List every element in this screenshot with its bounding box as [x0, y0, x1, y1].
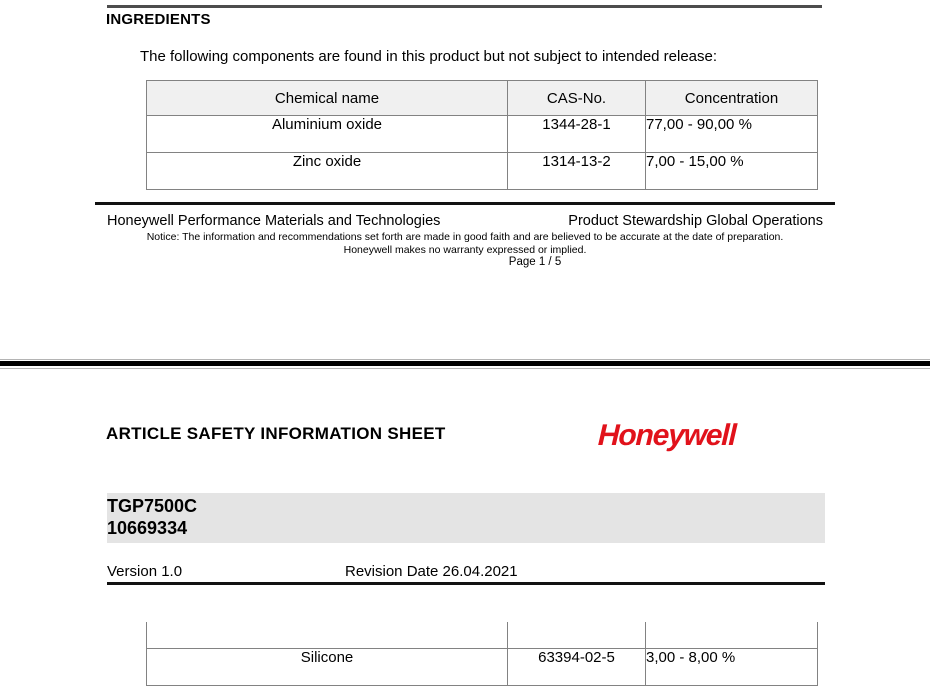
page-break-thin-line-bottom [0, 368, 930, 369]
footer-page-number-container [107, 256, 823, 268]
cell-chemical-name: Zinc oxide [147, 153, 508, 190]
product-code: 10669334 [107, 518, 188, 538]
table-header-row [147, 81, 818, 116]
cell-concentration: 7,00 - 15,00 % [646, 153, 818, 190]
column-header-chemical-name: Chemical name [147, 81, 508, 116]
table-row [147, 116, 818, 153]
cell-cas-no: 63394-02-5 [508, 649, 646, 686]
cell-chemical-name: Silicone [147, 649, 508, 686]
table-row-partial [147, 622, 818, 649]
cell-cas-no: 1344-28-1 [508, 116, 646, 153]
version-bottom-rule [107, 582, 825, 585]
intro-paragraph: The following components are found in this product but not subject to intended release: [140, 48, 718, 65]
table-row [147, 649, 818, 686]
footer-notice-line-1: Notice: The information and recommendations set forth are made in good faith and are believed to be accurate at the date of preparation. [146, 231, 784, 243]
ingredients-table-continued [146, 622, 818, 686]
footer [107, 213, 823, 229]
ingredients-table [146, 80, 818, 190]
cell-cas-no-empty [508, 622, 646, 649]
footer-notice-line-2: Honeywell makes no warranty expressed or implied. [343, 244, 587, 256]
footer-org-right: Product Stewardship Global Operations [568, 213, 823, 229]
page-break-thick-line [0, 361, 930, 366]
column-header-concentration: Concentration [646, 81, 818, 116]
cell-chemical-name-empty [147, 622, 508, 649]
page-break-divider [0, 359, 930, 371]
page-title: INGREDIENTS [106, 11, 211, 28]
page-top-rule [107, 5, 822, 8]
product-title-band [107, 493, 825, 543]
cell-concentration: 3,00 - 8,00 % [646, 649, 818, 686]
document-title: ARTICLE SAFETY INFORMATION SHEET [106, 424, 446, 443]
page-break-thin-line-top [0, 359, 930, 360]
footer-org-left: Honeywell Performance Materials and Technologies [107, 213, 441, 229]
footer-top-rule [95, 202, 835, 205]
cell-chemical-name: Aluminium oxide [147, 116, 508, 153]
cell-concentration-empty [646, 622, 818, 649]
table-row [147, 153, 818, 190]
page-number: Page 1 / 5 [508, 256, 562, 268]
revision-date-label: Revision Date 26.04.2021 [345, 563, 518, 580]
cell-concentration: 77,00 - 90,00 % [646, 116, 818, 153]
column-header-cas-no: CAS-No. [508, 81, 646, 116]
product-name: TGP7500C [107, 496, 198, 516]
footer-notice [107, 231, 823, 257]
honeywell-logo: Honeywell [597, 419, 737, 452]
cell-cas-no: 1314-13-2 [508, 153, 646, 190]
version-label: Version 1.0 [107, 563, 183, 580]
